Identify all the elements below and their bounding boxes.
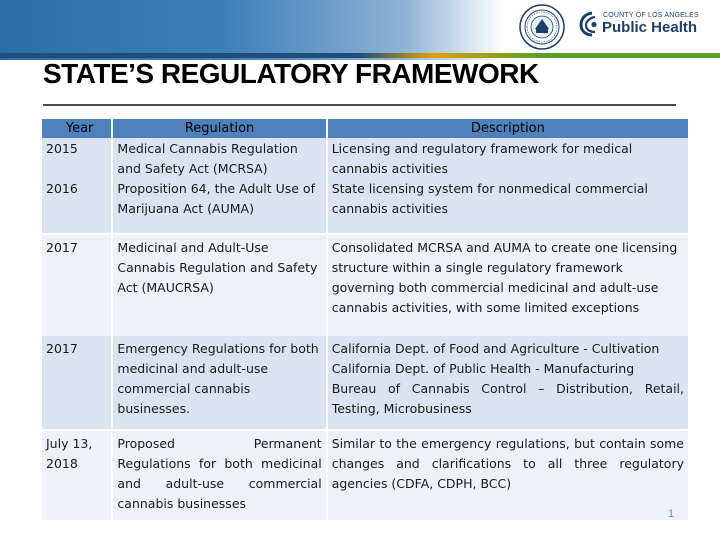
year-cell: 2017 — [42, 234, 112, 336]
regulation-auma: Proposition 64, the Adult Use of Marijuana Act (AUMA) — [117, 181, 315, 216]
regulation-cell: Medicinal and Adult-Use Cannabis Regulation and Safety Act (MAUCRSA) — [112, 234, 326, 336]
table-row — [42, 336, 689, 430]
year-cell — [42, 138, 112, 234]
description-cell: Consolidated MCRSA and AUMA to create one licensing structure within a single regulatory framework governing both commercial medicinal and adult-use cannabis activities, with some limited exceptions — [327, 234, 689, 336]
description-cell — [327, 138, 689, 234]
header-banner — [0, 0, 720, 60]
description-auma: State licensing system for nonmedical commercial cannabis activities — [331, 181, 648, 216]
year-2016: 2016 — [46, 181, 78, 196]
page-number: 1 — [668, 508, 675, 520]
description-mcrsa: Licensing and regulatory framework for medical cannabis activities — [331, 141, 633, 176]
header-regulation: Regulation — [112, 119, 326, 138]
page-title: STATE’S REGULATORY FRAMEWORK — [43, 58, 539, 89]
description-cdfa: California Dept. of Food and Agriculture - Cultivation — [331, 341, 660, 356]
description-cell: Similar to the emergency regulations, but contain some changes and clarifications to all three regulatory agencies (CDFA, CDPH, BCC) — [327, 430, 689, 520]
regulatory-framework-table — [42, 119, 690, 520]
table-header-row — [42, 119, 689, 138]
year-2015: 2015 — [46, 141, 78, 156]
department-name: Public Health — [602, 19, 698, 36]
regulation-cell: Proposed Permanent Regulations for both medicinal and adult-use commercial cannabis businesses — [112, 430, 326, 520]
description-bcc: Bureau of Cannabis Control – Distribution, Retail, Testing, Microbusiness — [331, 381, 684, 416]
header-year: Year — [42, 119, 112, 138]
year-cell: July 13, 2018 — [42, 430, 112, 520]
header-gradient — [0, 0, 505, 60]
county-label: COUNTY OF LOS ANGELES — [603, 12, 699, 19]
year-cell: 2017 — [42, 336, 112, 430]
description-cell — [327, 336, 689, 430]
county-seal-icon — [519, 4, 565, 50]
header-description: Description — [327, 119, 689, 138]
table-row — [42, 234, 689, 336]
table-row — [42, 138, 689, 234]
description-cdph: California Dept. of Public Health - Manufacturing — [331, 361, 635, 376]
title-underline — [43, 104, 676, 106]
regulation-mcrsa: Medical Cannabis Regulation and Safety Act (MCRSA) — [117, 141, 298, 176]
regulation-cell: Emergency Regulations for both medicinal and adult-use commercial cannabis businesses. — [112, 336, 326, 430]
table-row — [42, 430, 689, 520]
public-health-logo-icon — [578, 11, 600, 37]
regulation-cell — [112, 138, 326, 234]
